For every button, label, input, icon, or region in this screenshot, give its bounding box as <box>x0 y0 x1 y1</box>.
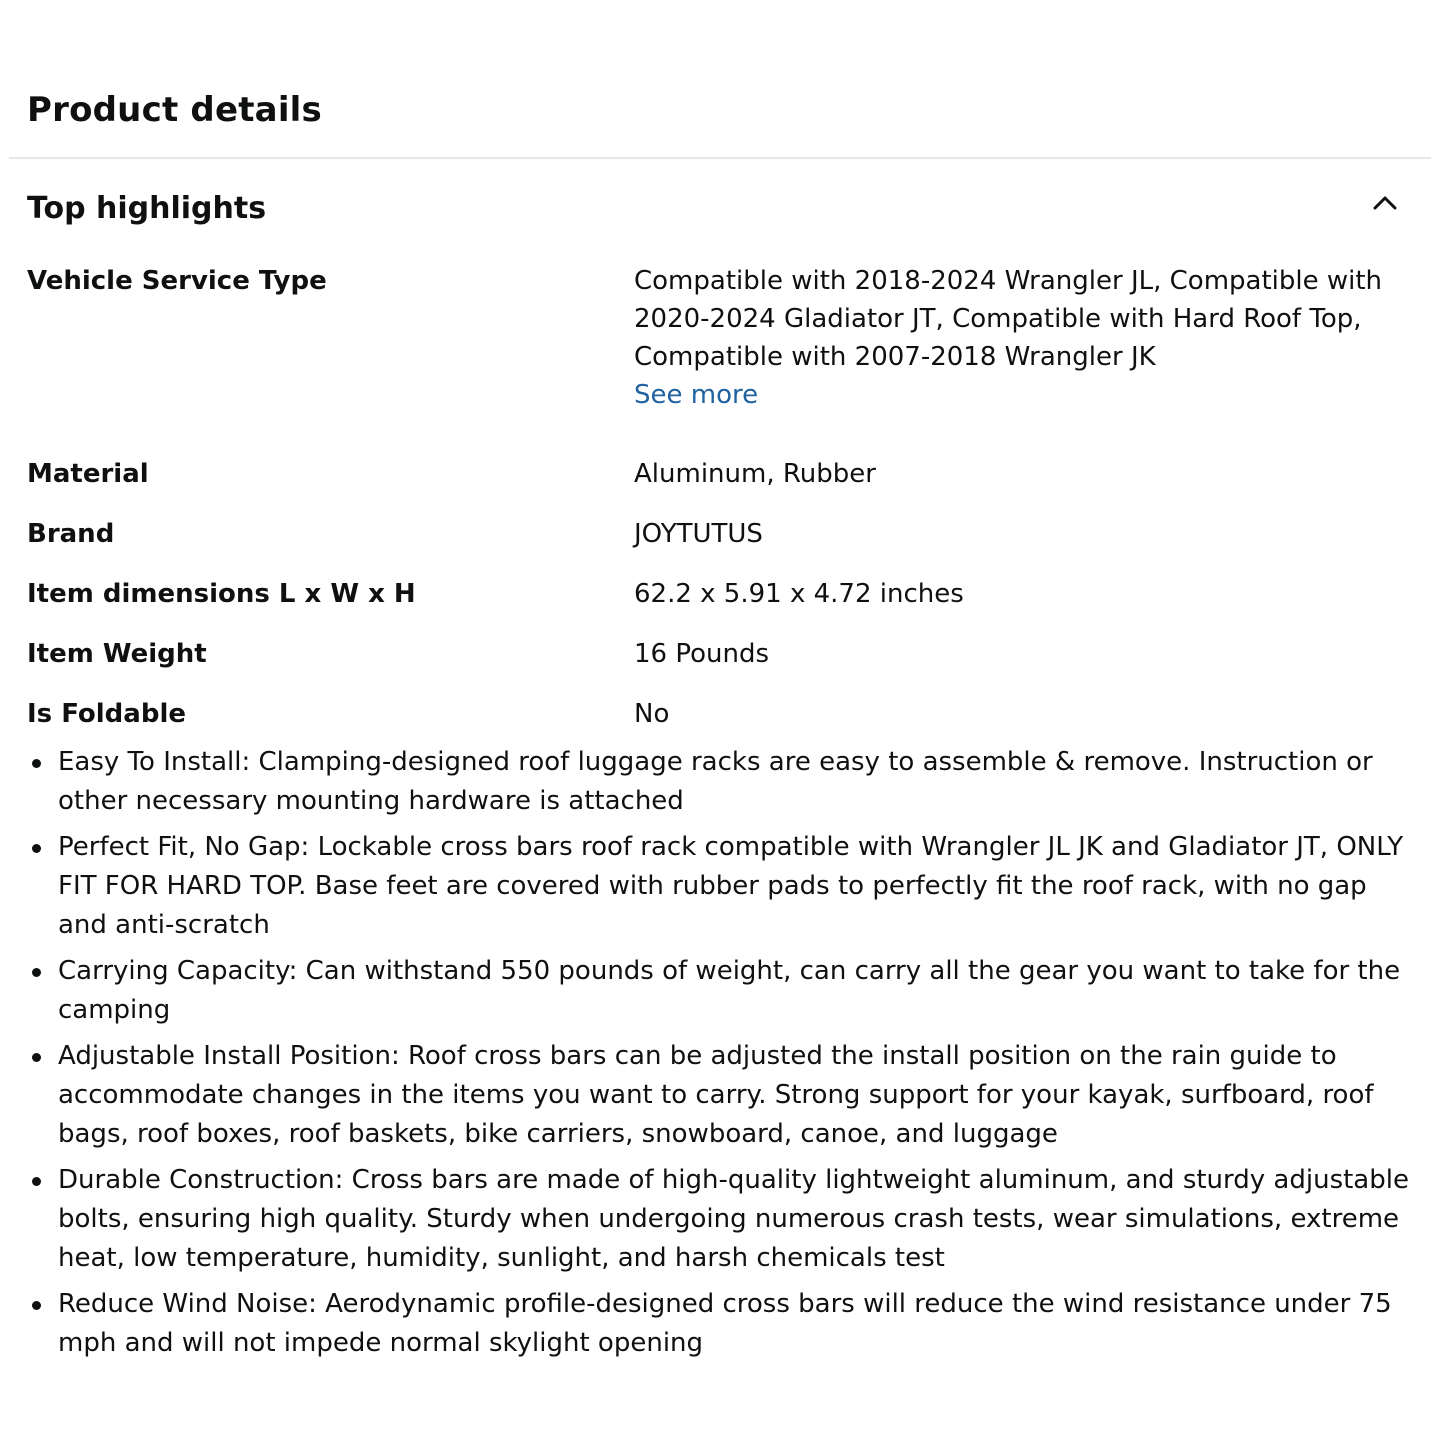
section-divider <box>9 157 1431 159</box>
section-title[interactable]: Top highlights <box>27 191 267 226</box>
spec-row-item-weight <box>27 635 1417 695</box>
spec-value: No <box>634 699 670 729</box>
feature-bullet: Durable Construction: Cross bars are made of high-quality lightweight aluminum, and sturdy adjustable bolts, ensuring high quality. Sturdy when undergoing numerous crash tests, wear simulations, extreme heat, low temperature, humidity, sunlight, and harsh chemicals test <box>58 1161 1420 1278</box>
chevron-up-icon[interactable] <box>1372 195 1398 211</box>
spec-value: Aluminum, Rubber <box>634 459 876 489</box>
feature-bullet: Easy To Install: Clamping-designed roof luggage racks are easy to assemble & remove. Instruction or other necessary mounting hardware is attached <box>58 743 1420 821</box>
spec-row-vehicle-service-type <box>27 262 1417 455</box>
spec-label: Is Foldable <box>27 699 186 729</box>
feature-bullet: Perfect Fit, No Gap: Lockable cross bars roof rack compatible with Wrangler JL JK and Gladiator JT, ONLY FIT FOR HARD TOP. Base feet are covered with rubber pads to perfectly fit the roof rack, with no gap and anti-scratch <box>58 828 1420 945</box>
page-title: Product details <box>27 90 322 130</box>
spec-row-item-dimensions <box>27 575 1417 635</box>
spec-value: 16 Pounds <box>634 639 770 669</box>
spec-value: JOYTUTUS <box>634 519 763 549</box>
feature-bullet-list <box>58 743 1420 1370</box>
spec-value <box>634 262 1417 414</box>
see-more-link[interactable]: See more <box>634 380 759 410</box>
spec-value-text: Compatible with 2018-2024 Wrangler JL, Compatible with 2020-2024 Gladiator JT, Compatible with Hard Roof Top, Compatible with 2007-2018 Wrangler JK <box>634 266 1383 372</box>
spec-label: Item dimensions L x W x H <box>27 579 416 609</box>
spec-value: 62.2 x 5.91 x 4.72 inches <box>634 579 964 609</box>
feature-bullet: Reduce Wind Noise: Aerodynamic profile-designed cross bars will reduce the wind resistance under 75 mph and will not impede normal skylight opening <box>58 1285 1420 1363</box>
spec-label: Vehicle Service Type <box>27 266 327 296</box>
feature-bullet: Adjustable Install Position: Roof cross bars can be adjusted the install position on the rain guide to accommodate changes in the items you want to carry. Strong support for your kayak, surfboard, roof bags, roof boxes, roof baskets, bike carriers, snowboard, canoe, and luggage <box>58 1037 1420 1154</box>
spec-label: Material <box>27 459 149 489</box>
spec-label: Brand <box>27 519 115 549</box>
feature-bullet: Carrying Capacity: Can withstand 550 pounds of weight, can carry all the gear you want to take for the camping <box>58 952 1420 1030</box>
spec-row-material <box>27 455 1417 515</box>
spec-label: Item Weight <box>27 639 207 669</box>
spec-row-brand <box>27 515 1417 575</box>
spec-table <box>27 262 1417 755</box>
collapse-toggle-button[interactable] <box>1368 186 1402 220</box>
